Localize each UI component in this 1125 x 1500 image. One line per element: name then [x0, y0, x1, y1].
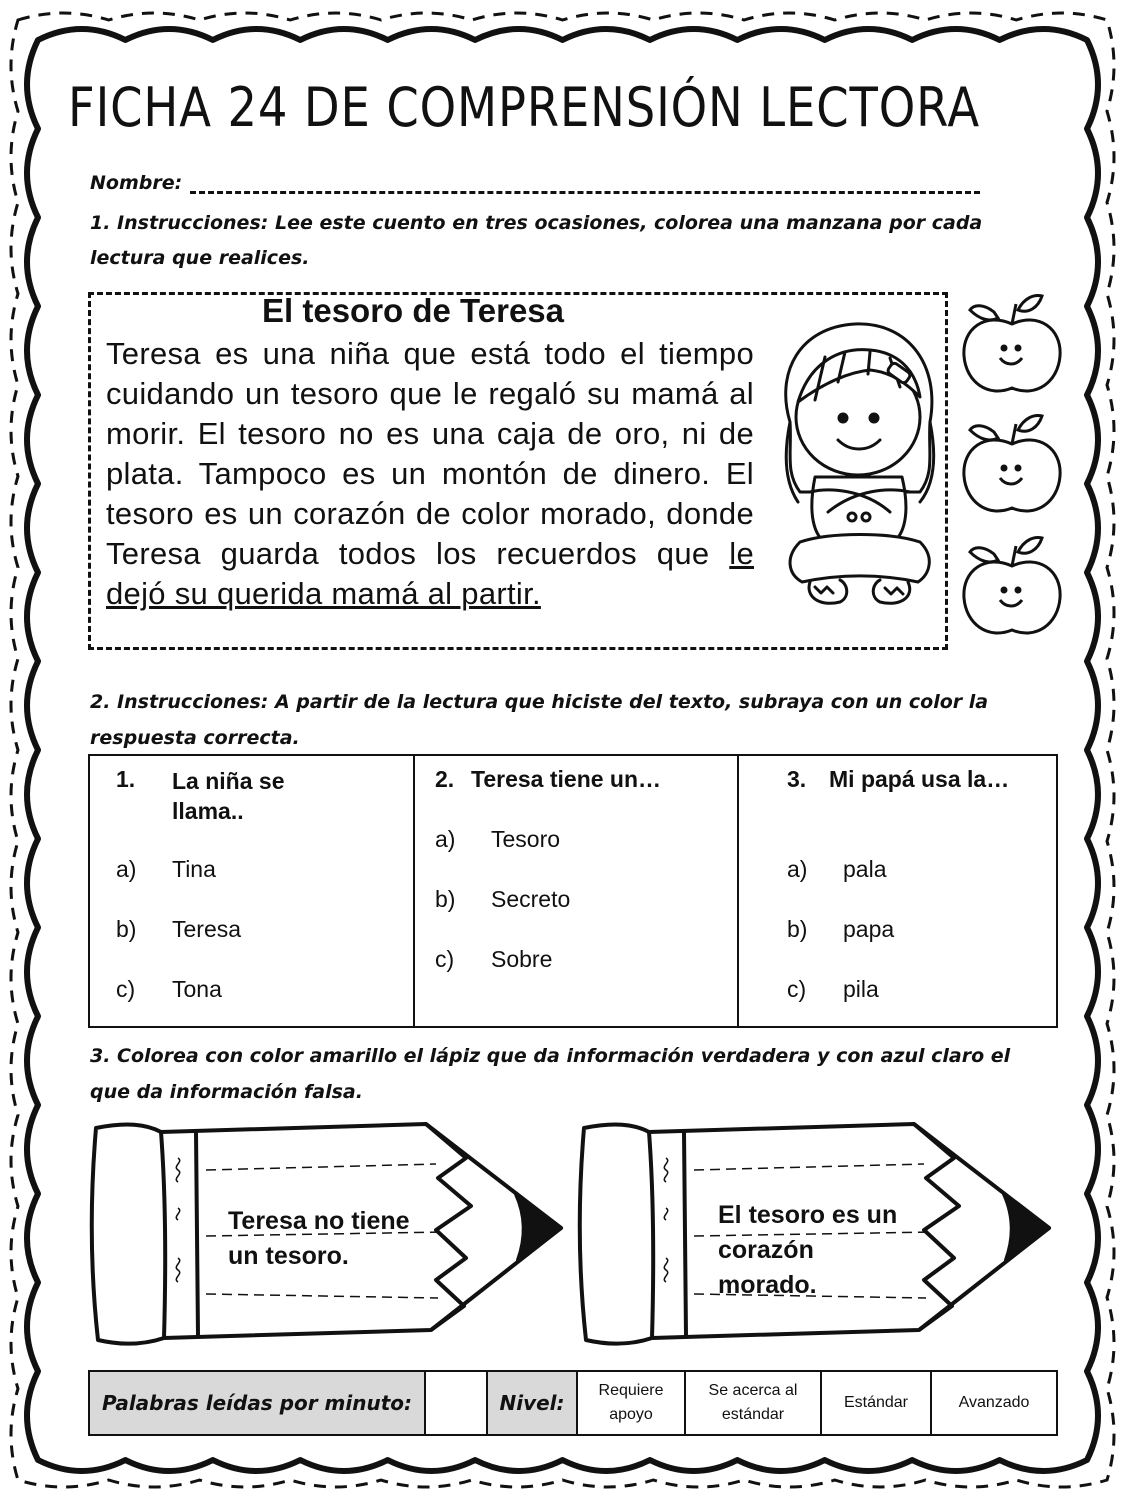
questions-table [88, 754, 1058, 1028]
apple-icon[interactable] [956, 410, 1068, 522]
answer-option[interactable]: b) papa [787, 916, 895, 942]
story-text-last: le dejó su querida mamá al partir. [106, 536, 754, 611]
level-option-avanzado[interactable]: Avanzado [930, 1372, 1056, 1434]
worksheet-title: FICHA 24 DE COMPRENSIÓN LECTORA [68, 76, 981, 139]
question-text: La niña se llama.. [172, 768, 285, 824]
question-column-3 [737, 756, 1056, 1026]
question-number: 2. [435, 766, 455, 792]
answer-option[interactable]: b) Secreto [435, 886, 571, 912]
pencil-statement-1: Teresa no tiene un tesoro. [228, 1207, 410, 1270]
answer-option[interactable]: a) pala [787, 856, 887, 882]
instructions-2: 2. Instrucciones: A partir de la lectura que hiciste del texto, subraya con un color la respuesta correcta. [90, 691, 989, 749]
question-text: Teresa tiene un… [471, 766, 662, 792]
question-column-2 [413, 756, 737, 1026]
words-per-minute-label: Palabras leídas por minuto: [90, 1372, 424, 1434]
answer-option[interactable]: c) Sobre [435, 946, 553, 972]
level-option-estandar[interactable]: Estándar [820, 1372, 930, 1434]
story-text-main: Teresa es una niña que está todo el tiempo cuidando un tesoro que le regaló su mamá al morir. El tesoro no es una caja de oro, ni de plata. Tampoco es un montón de dinero. El tesoro es un corazón de color morado, donde Teresa guarda todos los recuerdos que [106, 336, 754, 571]
question-column-1 [90, 756, 413, 1026]
apple-icon[interactable] [956, 532, 1068, 644]
question-number: 3. [787, 766, 807, 792]
answer-option[interactable]: b) Teresa [116, 916, 242, 942]
answer-option[interactable]: c) pila [787, 976, 879, 1002]
answer-option[interactable]: a) Tina [116, 856, 216, 882]
name-input-line[interactable] [190, 173, 980, 194]
reading-level-table [88, 1370, 1058, 1436]
level-label: Nivel: [486, 1372, 576, 1434]
answer-option[interactable]: c) Tona [116, 976, 222, 1002]
question-text: Mi papá usa la… [829, 766, 1010, 792]
name-label: Nombre: [90, 172, 183, 194]
answer-option[interactable]: a) Tesoro [435, 826, 561, 852]
name-row [90, 172, 980, 194]
question-number: 1. [116, 766, 136, 792]
instructions-3: 3. Colorea con color amarillo el lápiz que da información verdadera y con azul claro el que da información falsa. [90, 1045, 1011, 1103]
girl-illustration [770, 312, 948, 612]
pencil-statement-2: El tesoro es un corazón morado. [718, 1201, 898, 1299]
story-text [106, 334, 754, 614]
instructions-1: 1. Instrucciones: Lee este cuento en tres ocasiones, colorea una manzana por cada lectura que realices. [90, 212, 983, 269]
level-option-se-acerca[interactable]: Se acerca al estándar [684, 1372, 820, 1434]
apple-icon[interactable] [956, 290, 1068, 402]
level-option-requiere-apoyo[interactable]: Requiere apoyo [576, 1372, 684, 1434]
words-per-minute-cell[interactable] [424, 1372, 486, 1434]
story-title: El tesoro de Teresa [262, 292, 565, 329]
